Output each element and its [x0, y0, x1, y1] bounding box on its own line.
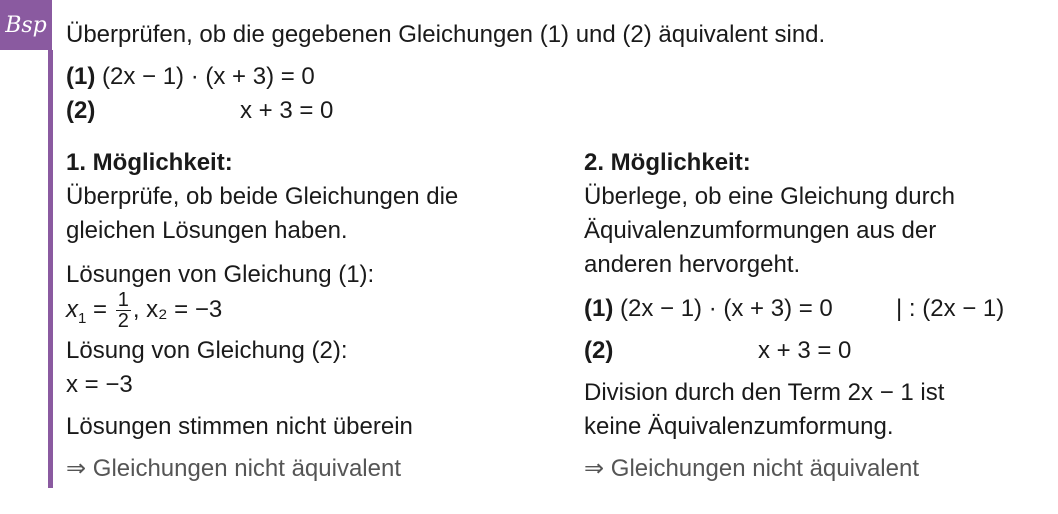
equation-2 — [66, 96, 334, 126]
fraction-denominator: 2 — [117, 310, 129, 333]
option-2-eq2-text: x + 3 = 0 — [758, 337, 852, 364]
option-2-heading: 2. Möglichkeit: — [584, 149, 751, 176]
option-2-equation-1 — [584, 294, 1005, 324]
equation-1 — [66, 62, 315, 92]
equation-2-text: x + 3 = 0 — [240, 97, 334, 124]
solution-x2: x₂ = −3 — [146, 296, 223, 323]
example-tag-label: Bsp — [5, 12, 47, 38]
option-2-eq1-operation: | : (2x − 1) — [896, 295, 1005, 322]
equation-1-text: (2x − 1) · (x + 3) = 0 — [102, 63, 315, 90]
implies-arrow-icon: ⇒ — [584, 455, 605, 482]
option-1-desc-line1: Überprüfe, ob beide Gleichungen die — [66, 183, 459, 210]
option-2-desc-line3: anderen hervorgeht. — [584, 251, 801, 278]
option-1-desc-line2: gleichen Lösungen haben. — [66, 217, 348, 244]
example-side-rule — [48, 50, 53, 488]
option-2-eq2-label: (2) — [584, 337, 614, 364]
option-2-equation-2 — [584, 336, 852, 366]
option-2-eq1-label: (1) — [584, 295, 614, 322]
option-2-eq1-text: (2x − 1) · (x + 3) = 0 — [620, 295, 833, 322]
task-intro: Überprüfen, ob die gegebenen Gleichungen (1) und (2) äquivalent sind. — [66, 21, 826, 48]
solution-eq2-heading: Lösung von Gleichung (2): — [66, 337, 348, 364]
option-2-conclusion — [584, 454, 919, 484]
solution-eq2-value: x = −3 — [66, 371, 133, 398]
implies-arrow-icon: ⇒ — [66, 455, 87, 482]
fraction-numerator: 1 — [117, 289, 129, 312]
equation-1-label: (1) — [66, 63, 96, 90]
solutions-eq1-heading: Lösungen von Gleichung (1): — [66, 261, 375, 288]
option-2-division-line2: keine Äquivalenzumformung. — [584, 413, 894, 440]
option-2-conclusion-text: Gleichungen nicht äquivalent — [610, 455, 919, 482]
solution-fraction — [116, 290, 131, 331]
option-2-desc-line1: Überlege, ob eine Gleichung durch — [584, 183, 955, 210]
option-1-conclusion — [66, 454, 401, 484]
option-1-compare: Lösungen stimmen nicht überein — [66, 413, 413, 440]
solutions-eq1-values: $x_1$ = $\frac{1}{2}$ , x₂ = −3 — [66, 289, 223, 333]
option-2-division-line1: Division durch den Term 2x − 1 ist — [584, 379, 945, 406]
option-1-heading: 1. Möglichkeit: — [66, 149, 233, 176]
example-tag — [0, 0, 52, 50]
option-2-desc-line2: Äquivalenzumformungen aus der — [584, 217, 937, 244]
equation-2-label: (2) — [66, 97, 96, 124]
option-1-conclusion-text: Gleichungen nicht äquivalent — [92, 455, 401, 482]
